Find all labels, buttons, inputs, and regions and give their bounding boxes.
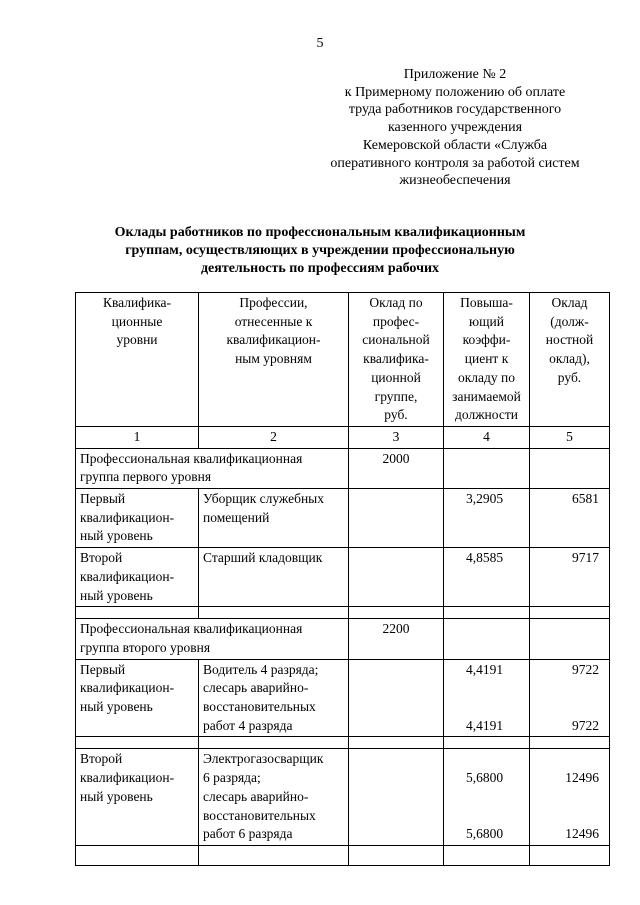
profession-cell: Уборщик служебных помещений bbox=[199, 489, 349, 548]
header-cell: Профессии, отнесенные к квалификацион- ным уровням bbox=[199, 293, 349, 427]
empty-cell bbox=[444, 845, 530, 865]
empty-cell bbox=[349, 548, 444, 607]
profession-cell: Электрогазосварщик 6 разряда; слесарь аварийно- восстановительных работ 6 разряда bbox=[199, 749, 349, 846]
coef-cell: 4,8585 bbox=[444, 548, 530, 607]
level-cell: Первый квалификацион- ный уровень bbox=[76, 489, 199, 548]
page-number: 5 bbox=[316, 36, 324, 51]
title-line: деятельность по профессиям рабочих bbox=[200, 261, 440, 276]
table-row bbox=[76, 749, 610, 846]
empty-cell bbox=[349, 845, 444, 865]
spacer-row bbox=[76, 607, 610, 619]
appendix-line: казенного учреждения bbox=[387, 120, 523, 136]
empty-cell bbox=[444, 607, 530, 619]
coef-cell: 3,2905 bbox=[444, 489, 530, 548]
empty-cell bbox=[199, 845, 349, 865]
header-cell: Повыша- ющий коэффи- циент к окладу по занимаемой должности bbox=[444, 293, 530, 427]
coef-cell: 4,4191 4,4191 bbox=[444, 659, 530, 737]
empty-cell bbox=[530, 845, 610, 865]
column-number: 1 bbox=[76, 426, 199, 448]
empty-cell bbox=[444, 448, 530, 488]
header-cell: Оклад (долж- ностной оклад), руб. bbox=[530, 293, 610, 427]
empty-cell bbox=[349, 489, 444, 548]
group-base-salary: 2200 bbox=[349, 619, 444, 659]
group-row bbox=[76, 448, 610, 488]
empty-cell bbox=[530, 737, 610, 749]
appendix-line: Приложение № 2 bbox=[403, 67, 507, 82]
appendix-line: оперативного контроля за работой систем bbox=[330, 155, 580, 171]
salary-cell: 6581 bbox=[530, 489, 610, 548]
document-title bbox=[70, 224, 570, 278]
empty-cell bbox=[349, 607, 444, 619]
group-base-salary: 2000 bbox=[349, 448, 444, 488]
empty-cell bbox=[444, 619, 530, 659]
header-cell: Оклад по профес- сиональной квалифика- ционной группе, руб. bbox=[349, 293, 444, 427]
column-number: 4 bbox=[444, 426, 530, 448]
column-number: 5 bbox=[530, 426, 610, 448]
appendix-caption bbox=[300, 66, 610, 190]
empty-cell bbox=[199, 607, 349, 619]
table-row bbox=[76, 659, 610, 737]
empty-cell bbox=[349, 659, 444, 737]
appendix-line: жизнеобеспечения bbox=[399, 173, 511, 189]
empty-cell bbox=[530, 619, 610, 659]
appendix-line: к Примерному положению об оплате bbox=[344, 84, 566, 100]
group-name: Профессиональная квалификационная группа второго уровня bbox=[76, 619, 349, 659]
empty-cell bbox=[349, 749, 444, 846]
header-cell: Квалифика- ционные уровни bbox=[76, 293, 199, 427]
column-number: 3 bbox=[349, 426, 444, 448]
table-row bbox=[76, 548, 610, 607]
salary-cell: 9717 bbox=[530, 548, 610, 607]
empty-cell bbox=[76, 607, 199, 619]
profession-cell: Старший кладовщик bbox=[199, 548, 349, 607]
appendix-line: труда работников государственного bbox=[348, 102, 562, 118]
empty-cell bbox=[444, 737, 530, 749]
empty-cell bbox=[76, 845, 199, 865]
spacer-row bbox=[76, 845, 610, 865]
appendix-line: Кемеровской области «Служба bbox=[362, 137, 548, 153]
empty-cell bbox=[530, 607, 610, 619]
group-name: Профессиональная квалификационная группа первого уровня bbox=[76, 448, 349, 488]
salary-table bbox=[75, 292, 610, 866]
title-line: группам, осуществляющих в учреждении профессиональную bbox=[125, 243, 515, 258]
coef-cell: 5,6800 5,6800 bbox=[444, 749, 530, 846]
level-cell: Первый квалификацион- ный уровень bbox=[76, 659, 199, 737]
profession-cell: Водитель 4 разряда; слесарь аварийно- восстановительных работ 4 разряда bbox=[199, 659, 349, 737]
salary-cell: 9722 9722 bbox=[530, 659, 610, 737]
group-row bbox=[76, 619, 610, 659]
title-line: Оклады работников по профессиональным квалификационным bbox=[114, 225, 526, 240]
column-number: 2 bbox=[199, 426, 349, 448]
empty-cell bbox=[530, 448, 610, 488]
level-cell: Второй квалификацион- ный уровень bbox=[76, 749, 199, 846]
table-header-row bbox=[76, 293, 610, 427]
empty-cell bbox=[76, 737, 199, 749]
column-number-row bbox=[76, 426, 610, 448]
empty-cell bbox=[349, 737, 444, 749]
level-cell: Второй квалификацион- ный уровень bbox=[76, 548, 199, 607]
spacer-row bbox=[76, 737, 610, 749]
empty-cell bbox=[199, 737, 349, 749]
salary-cell: 12496 12496 bbox=[530, 749, 610, 846]
table-row bbox=[76, 489, 610, 548]
